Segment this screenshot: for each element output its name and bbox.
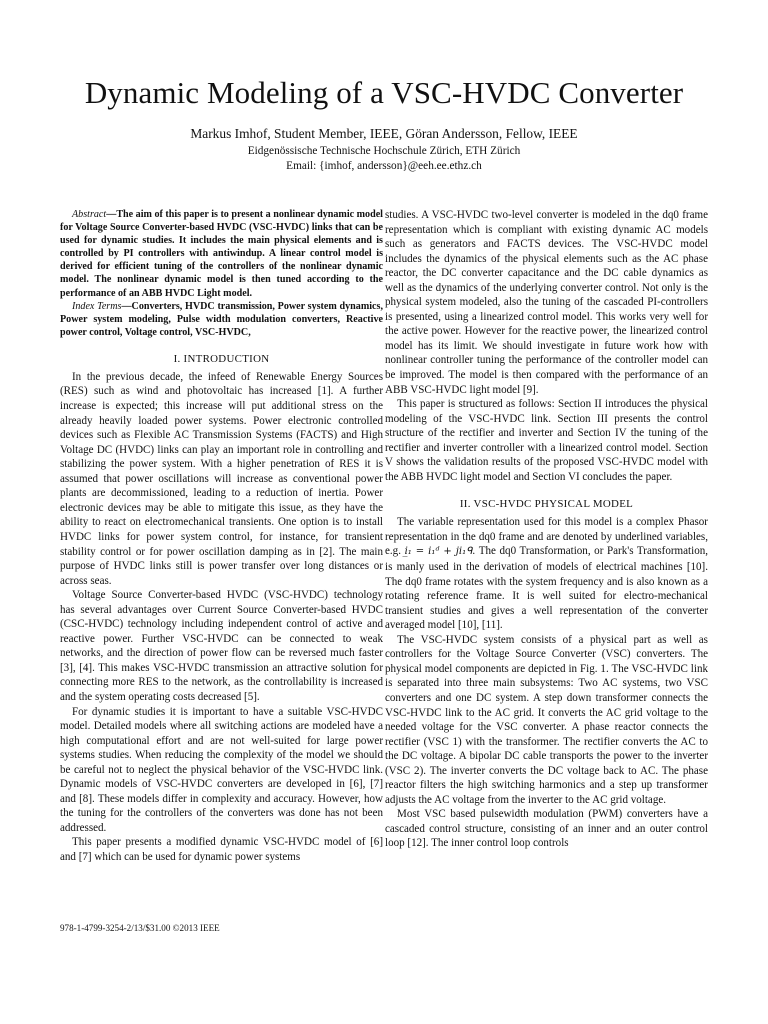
index-terms	[60, 300, 383, 339]
math-expression: i̲₁ = i₁ᵈ + ji₁ᑫ	[404, 546, 473, 558]
author-line: Markus Imhof, Student Member, IEEE, Göran Andersson, Fellow, IEEE	[190, 126, 578, 141]
paragraph-text: The variable representation used for this model is a complex Phasor representation in the dq0 frame and are denoted by underlined variables, e.g.	[385, 516, 708, 558]
paragraph: This paper is structured as follows: Section II introduces the physical modeling of the VSC-HVDC link. Section III presents the control structure of the rectifier and inverter and Section IV the tuning of the rectifier and inverter controller with a linearized control model. Section V shows the validation results of the proposed VSC-HVDC model with the ABB HVDC light model and Section VI concludes the paper.	[385, 398, 708, 483]
paragraph: Voltage Source Converter-based HVDC (VSC-HVDC) technology has several advantages over Current Source Converter-based HVDC (CSC-HVDC) technology including independent control of active and reactive power. Further VSC-HVDC can be connected to weak networks, and the direction of power flow can be reversed much faster [3], [4]. This makes VSC-HVDC transmission an attractive solution for connecting more RES to the network, as the controllability is increased and the system operating costs decreased [5].	[60, 589, 383, 703]
index-terms-lead: Index Terms	[72, 300, 122, 312]
paragraph	[385, 515, 708, 632]
paragraph: Most VSC based pulsewidth modulation (PWM) converters have a cascaded control structure, consisting of an inner and an outer control loop [12]. The inner control loop controls	[385, 808, 708, 850]
left-column	[60, 208, 383, 936]
abstract-lead: Abstract	[72, 209, 107, 220]
paragraph-text: . The dq0 Transformation, or Park's Transformation, is manly used in the derivation of models of electrical machines [10]. The dq0 frame rotates with the system frequency and is also known as a rotating reference frame. It is well suited for electro-mechanical transient studies and gives a well representation of the converter averaged model [10], [11].	[385, 545, 708, 632]
paragraph: studies. A VSC-HVDC two-level converter is modeled in the dq0 frame representation which is compliant with existing dynamic AC models such as generators and FACTS devices. The VSC-HVDC model includes the dynamics of the physical elements such as the AC phase reactor, the DC converter capacitance and the DC cable dynamics as well as the dynamics of the underlying converter control. Not only is the physical system modeled, also the tuning of the cascaded PI-controllers is presented, using a linearized control model. This works very well for the active power. However for the reactive power, the linearized control model has its limit. We should investigate in future work how with nonlinear controller tuning the performance of the controller model can be improved. The model is then compared with the performance of an ABB VSC-HVDC light model [9].	[385, 209, 708, 396]
section-heading-introduction: I. INTRODUCTION	[173, 352, 270, 365]
copyright-footer: 978-1-4799-3254-2/13/$31.00 ©2013 IEEE	[60, 923, 220, 933]
affiliation-line: Eidgenössische Technische Hochschule Zürich, ETH Zürich	[247, 145, 521, 157]
paragraph: For dynamic studies it is important to have a suitable VSC-HVDC model. Detailed models where all switching actions are modeled have a high computational effort and are not well-suited for large power systems studies. When reducing the complexity of the model we should be careful not to neglect the physical behavior of the VSC-HVDC link. Dynamic models of VSC-HVDC converters are developed in [6], [7] and [8]. These models differ in complexity and accuracy. However, how the tuning for the controllers of the converters was done has not been addressed.	[60, 705, 383, 834]
right-column	[385, 208, 708, 936]
index-terms-text: —Converters, HVDC transmission, Power system dynamics, Power system modeling, Pulse width modulation converters, Reactive power control, Voltage control, VSC-HVDC,	[60, 300, 383, 338]
email-line: Email: {imhof, andersson}@eeh.ee.ethz.ch	[286, 160, 482, 172]
section-heading-physical-model: II. VSC-HVDC PHYSICAL MODEL	[459, 498, 634, 511]
math-inline	[405, 545, 473, 557]
abstract	[60, 208, 383, 300]
abstract-text: —The aim of this paper is to present a nonlinear dynamic model for Voltage Source Converter-based HVDC (VSC-HVDC) links that can be used for dynamic studies. It includes the main physical elements and is controlled by PI controllers with antiwindup. A linear control model is derived for efficient tuning of the controllers of the nonlinear dynamic model. The nonlinear dynamic model is then tuned according to the performance of an ABB HVDC Light model.	[60, 209, 383, 299]
paragraph: In the previous decade, the infeed of Renewable Energy Sources (RES) such as wind and photovoltaic has increased [1]. A further increase is expected; this increase will put additional stress on the already heavily loaded power systems. Power electronic controlled devices such as Flexible AC Transmission Systems (FACTS) and High Voltage DC (HVDC) links can play an important role in controlling and stabilizing the power system. With a higher penetration of RES it is assumed that power oscillations will increase as conventional power plants are decommissioned, leading to a reduction of inertia. Power electronic devices may be able to mitigate this issue, as they have the ability to react on electromechanical transients. One option is to install HVDC links for power system control, for instance, for transient stability control or for power oscillation damping as in [2]. The main purpose of HVDC links still is power transfer over long distances or across seas.	[60, 370, 383, 587]
paragraph: The VSC-HVDC system consists of a physical part as well as controllers for the Voltage Source Converter (VSC) converters. The physical model components are depicted in Fig. 1. The VSC-HVDC link is separated into three main subsystems: Two AC systems, two VSC converters and one DC system. A step down transformer connects the VSC-HVDC link to the AC grid. It converts the AC grid voltage to the needed voltage for the VSC converter. A phase reactor connects the rectifier (VSC 1) with the transformer. The rectifier converts the AC to the DC voltage. A bipolar DC cable transports the power to the inverter (VSC 2). The inverter converts the DC voltage back to AC. The phase reactor filters the high switching harmonics and a step up transformer adjusts the AC voltage from the inverter to the AC grid voltage.	[385, 633, 708, 806]
paper-title: Dynamic Modeling of a VSC-HVDC Converter	[84, 75, 684, 110]
paragraph: This paper presents a modified dynamic VSC-HVDC model of [6] and [7] which can be used for dynamic power systems	[60, 836, 383, 863]
